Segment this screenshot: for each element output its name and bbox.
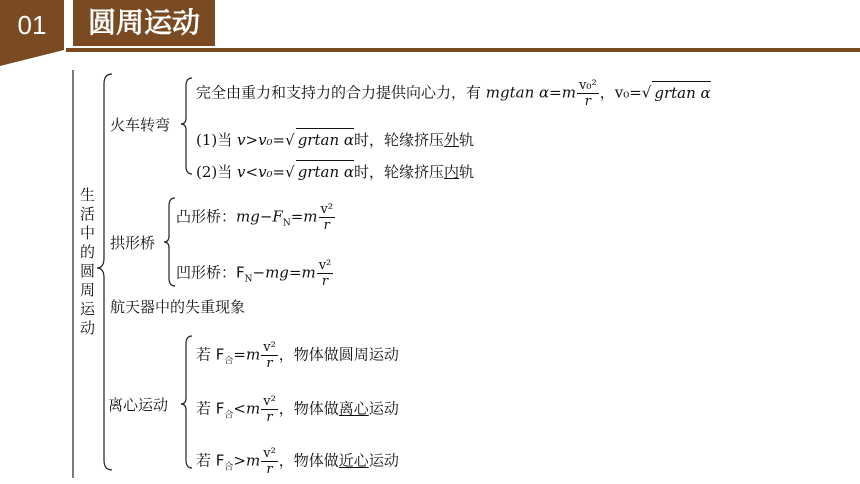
section-number: 01 <box>0 0 64 50</box>
train-line-3: (2)当 v<v₀=√ grtan α时，轮缘挤压内轨 <box>196 160 474 183</box>
centrifugal-row-2: 若 $F_合<m$ $\frac{\text{v²}}{r}$ ，物体做离心运动 <box>196 394 399 425</box>
centrifugal-row-3: 若 $F_合>m$ $\frac{\text{v²}}{r}$ ，物体做近心运动 <box>196 446 399 477</box>
convex-bridge-formula: 凸形桥：$mg-F_N=m$ $\frac{\text{v²}}{r}$ <box>176 202 334 233</box>
root-label: 生活中的圆周运动 <box>80 186 96 337</box>
train-line-2: (1)当 v>v₀=√ grtan α时，轮缘挤压外轨 <box>196 128 474 151</box>
train-label: 火车转弯 <box>110 116 171 134</box>
train-line-1: 完全由重力和支持力的合力提供向心力，有 mgtan α=m $\frac{\text{v₀²}}{r}$ ，v₀=√ grtan α <box>196 78 711 109</box>
centrifugal-label: 离心运动 <box>108 396 169 414</box>
concave-bridge-formula: 凹形桥：$F_N-mg=m$ $\frac{\text{v²}}{r}$ <box>176 258 332 289</box>
page-title: 圆周运动 <box>73 0 215 46</box>
centrifugal-row-1: 若 $F_合=m$ $\frac{\text{v²}}{r}$ ，物体做圆周运动 <box>196 340 399 371</box>
bridge-label: 拱形桥 <box>110 234 156 252</box>
spacecraft-weightlessness: 航天器中的失重现象 <box>110 298 246 316</box>
